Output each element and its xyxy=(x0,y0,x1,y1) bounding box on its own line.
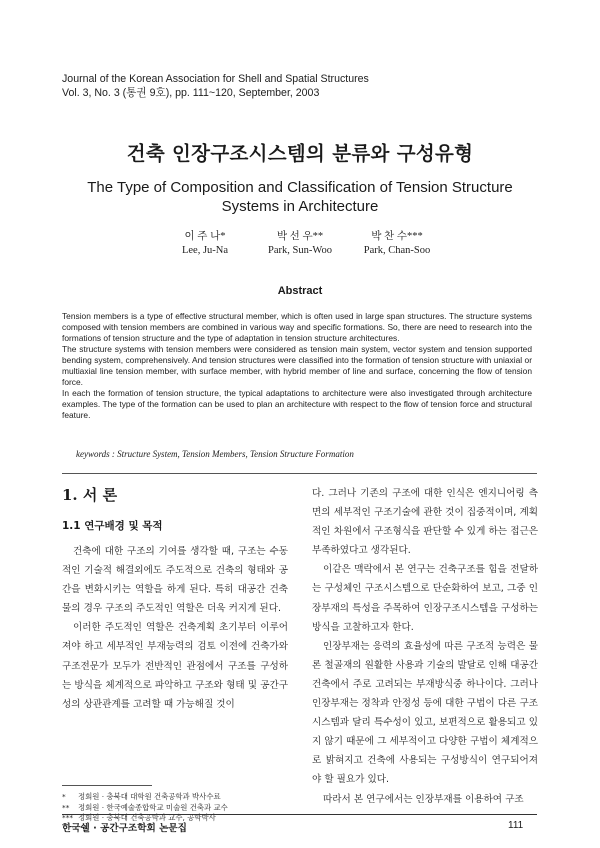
footnote-rule xyxy=(62,785,152,786)
footer-rule xyxy=(62,814,537,815)
journal-header xyxy=(62,72,369,100)
keywords: keywords : Structure System, Tension Members, Tension Structure Formation xyxy=(76,449,354,459)
author-name-ko: 박 선 우** xyxy=(276,231,324,242)
author-2 xyxy=(245,230,355,258)
body-paragraph: 따라서 본 연구에서는 인장부재를 이용하여 구조 xyxy=(323,793,524,805)
footnote-text: 정회원 · 충북대 건축공학과 교수, 공학박사 xyxy=(78,813,216,822)
right-column xyxy=(312,484,538,809)
body-paragraph: 이러한 주도적인 역할은 건축계획 초기부터 이루어져야 하고 세부적인 부재능력의 검토 이전에 건축가와 구조전문가 모두가 전반적인 관점에서 구조를 구성하는 방식을 체계적으로 파악하고 구조와 형태 및 공간구성의 상관관계를 고려할 때 가능해질 것이 xyxy=(62,622,288,710)
abstract-body xyxy=(62,311,532,421)
footnotes xyxy=(62,792,228,824)
footnote xyxy=(62,803,228,814)
paper-title-english xyxy=(0,178,600,216)
title-en-line2: Systems in Architecture xyxy=(221,198,379,215)
section-divider xyxy=(62,473,537,474)
author-name-en: Park, Chan-Soo xyxy=(363,245,431,256)
subsection-title: 1.1 연구배경 및 목적 xyxy=(62,520,163,532)
title-en-line1: The Type of Composition and Classification of Tension Structure xyxy=(87,179,513,196)
footer-journal-name: 한국쉘 · 공간구조학회 논문집 xyxy=(62,823,187,834)
page-number: 111 xyxy=(508,820,524,831)
abstract-heading: Abstract xyxy=(277,285,323,297)
abstract-paragraph: In each the formation of tension structure, the typical adaptations to architecture were also investigated through architecture examples. The type of the formation can be used to plan an architecture with respect to the flow of tension force and structural feature. xyxy=(62,388,532,420)
journal-name: Journal of the Korean Association for Shell and Spatial Structures xyxy=(62,73,369,85)
author-3 xyxy=(342,230,452,258)
body-paragraph: 건축에 대한 구조의 기여를 생각할 때, 구조는 수동적인 기술적 해결외에도 주도적으로 건축의 형태와 공간을 변화시키는 역할을 하게 된다. 특히 대공간 건축물의 경우 구조의 주도적인 역할은 더욱 커지게 된다. xyxy=(62,546,288,615)
author-name-ko: 박 찬 수*** xyxy=(371,231,423,242)
abstract-paragraph: Tension members is a type of effective structural member, which is often used in large span structures. The structure systems composed with tension members are combined in various way and specific formations. So, there are need to research into the formations of tension structure and the type of adaptation in tension structure architectures. xyxy=(62,311,532,343)
paper-title-korean: 건축 인장구조시스템의 분류와 구성유형 xyxy=(126,142,474,165)
footnote-mark: *** xyxy=(62,813,74,822)
author-name-en: Lee, Ju-Na xyxy=(181,245,229,256)
author-name-en: Park, Sun-Woo xyxy=(268,245,332,256)
body-paragraph: 다. 그러나 기존의 구조에 대한 인식은 엔지니어링 측면의 세부적인 구조기술에 관한 것이 집중적이며, 계획적인 차원에서 구조형식을 판단할 수 있게 하는 접근은 부족하였다고 생각된다. xyxy=(312,488,538,557)
footnote-mark: * xyxy=(62,792,66,801)
footnote-mark: ** xyxy=(62,802,70,812)
section-title: 1. 서 론 xyxy=(62,486,118,504)
author-1 xyxy=(150,230,260,258)
footnote-text: 정회원 · 한국예술종합학교 미술원 건축과 교수 xyxy=(78,802,228,812)
body-paragraph: 인장부재는 응력의 효율성에 따른 구조적 능력은 물론 철골재의 원활한 사용과 기술의 발달로 인해 대공간 건축에서 주로 고려되는 부재방식중 하나이다. 그러나 인장부재는 정착과 안정성 등에 대한 구법이 다른 구조시스템과 달리 특수성이 있고, 보편적으로 활용되고 있지 않기 때문에 그 세부적이고 다양한 구법이 체계적으로 밝혀지고 건축에 사용되는 구성방식이 연구되어져야 할 필요가 있다. xyxy=(312,640,538,786)
author-name-ko: 이 주 나* xyxy=(184,231,226,242)
footnote-text: 정회원 · 충북대 대학원 건축공학과 박사수료 xyxy=(78,792,221,801)
footnote xyxy=(62,792,228,803)
journal-issue: Vol. 3, No. 3 (통권 9호), pp. 111~120, September, 2003 xyxy=(62,87,320,99)
body-paragraph: 이같은 맥락에서 본 연구는 건축구조를 힘을 전달하는 구성체인 구조시스템으로 단순화하여 보고, 그중 인장부재의 특성을 주목하여 인장구조시스템을 구성하는 방식을 고찰하고자 한다. xyxy=(312,564,538,633)
abstract-paragraph: The structure systems with tension members were considered as tension main system, vector system and tension supported bending system, comprehensively. And tension structures were classified into the formation of tension structure with uniaxial or multiaxial line tension member, with surface member, with hybrid member of line and surface, concerning the flow of tension force. xyxy=(62,344,532,387)
left-column xyxy=(62,542,288,714)
